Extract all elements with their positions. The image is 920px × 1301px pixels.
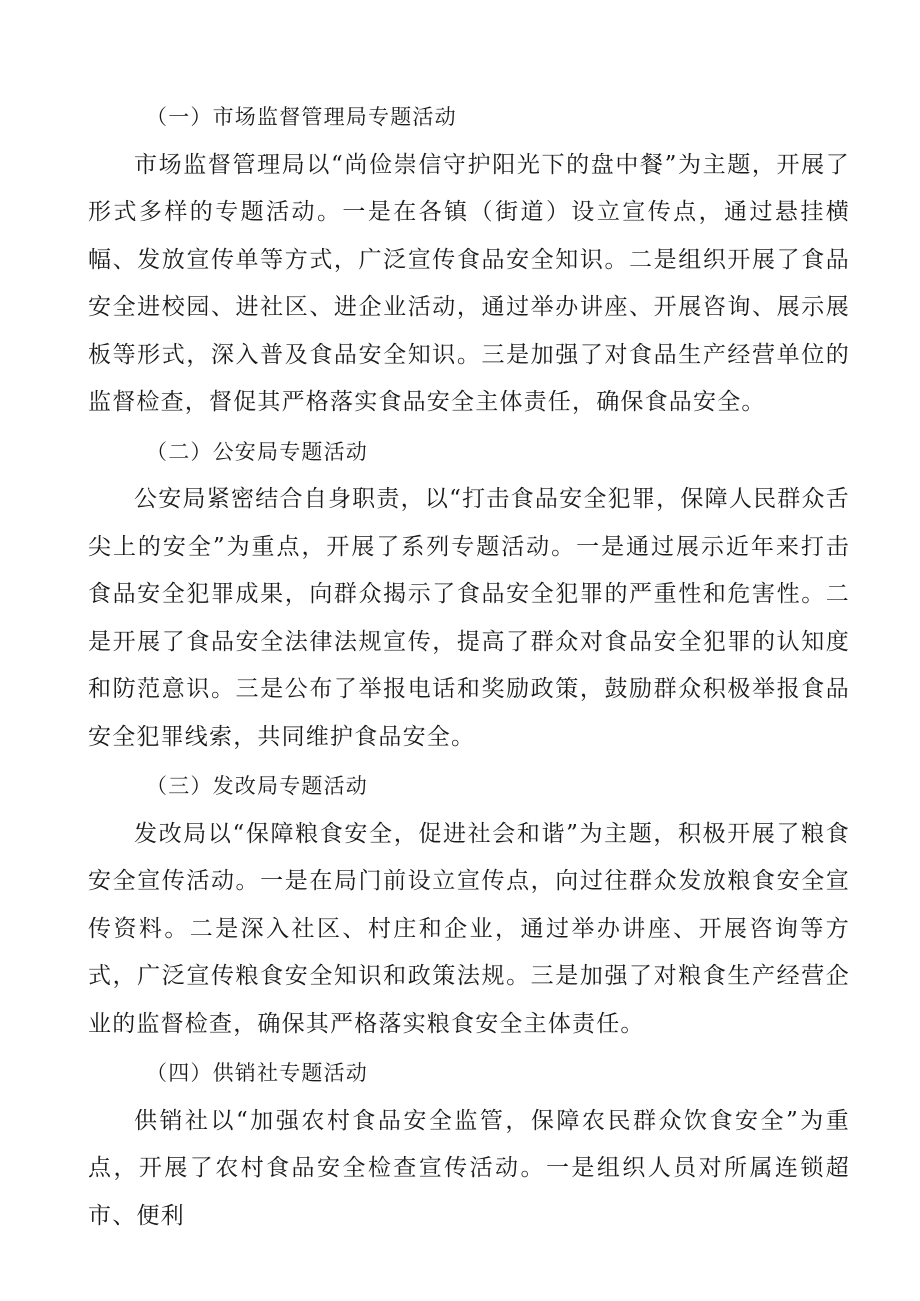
section-paragraph-4: 供销社以“加强农村食品安全监管，保障农民群众饮食安全”为重点，开展了农村食品安全检查宣传活动。一是组织人员对所属连锁超市、便利 [88,1107,850,1229]
section-paragraph-1: 市场监督管理局以“尚俭崇信守护阳光下的盘中餐”为主题，开展了形式多样的专题活动。一是在各镇（街道）设立宣传点，通过悬挂横幅、发放宣传单等方式，广泛宣传食品安全知识。二是组织开展了食品安全进校园、进社区、进企业活动，通过举办讲座、开展咨询、展示展板等形式，深入普及食品安全知识。三是加强了对食品生产经营单位的监督检查，督促其严格落实食品安全主体责任，确保食品安全。 [88,151,850,415]
document-body [88,94,850,1240]
section-paragraph-2: 公安局紧密结合自身职责，以“打击食品安全犯罪，保障人民群众舌尖上的安全”为重点，开展了系列专题活动。一是通过展示近年来打击食品安全犯罪成果，向群众揭示了食品安全犯罪的严重性和危害性。二是开展了食品安全法律法规宣传，提高了群众对食品安全犯罪的认知度和防范意识。三是公布了举报电话和奖励政策，鼓励群众积极举报食品安全犯罪线索，共同维护食品安全。 [88,486,850,750]
section-heading-1: （一）市场监督管理局专题活动 [146,105,457,129]
section-heading-4: （四）供销社专题活动 [146,1061,368,1085]
section-heading-3: （三）发改局专题活动 [146,774,368,798]
section-heading-2: （二）公安局专题活动 [146,439,368,464]
section-paragraph-3: 发改局以“保障粮食安全，促进社会和谐”为主题，积极开展了粮食安全宣传活动。一是在局门前设立宣传点，向过往群众发放粮食安全宣传资料。二是深入社区、村庄和企业，通过举办讲座、开展咨询等方式，广泛宣传粮食安全知识和政策法规。三是加强了对粮食生产经营企业的监督检查，确保其严格落实粮食安全主体责任。 [88,820,850,1037]
